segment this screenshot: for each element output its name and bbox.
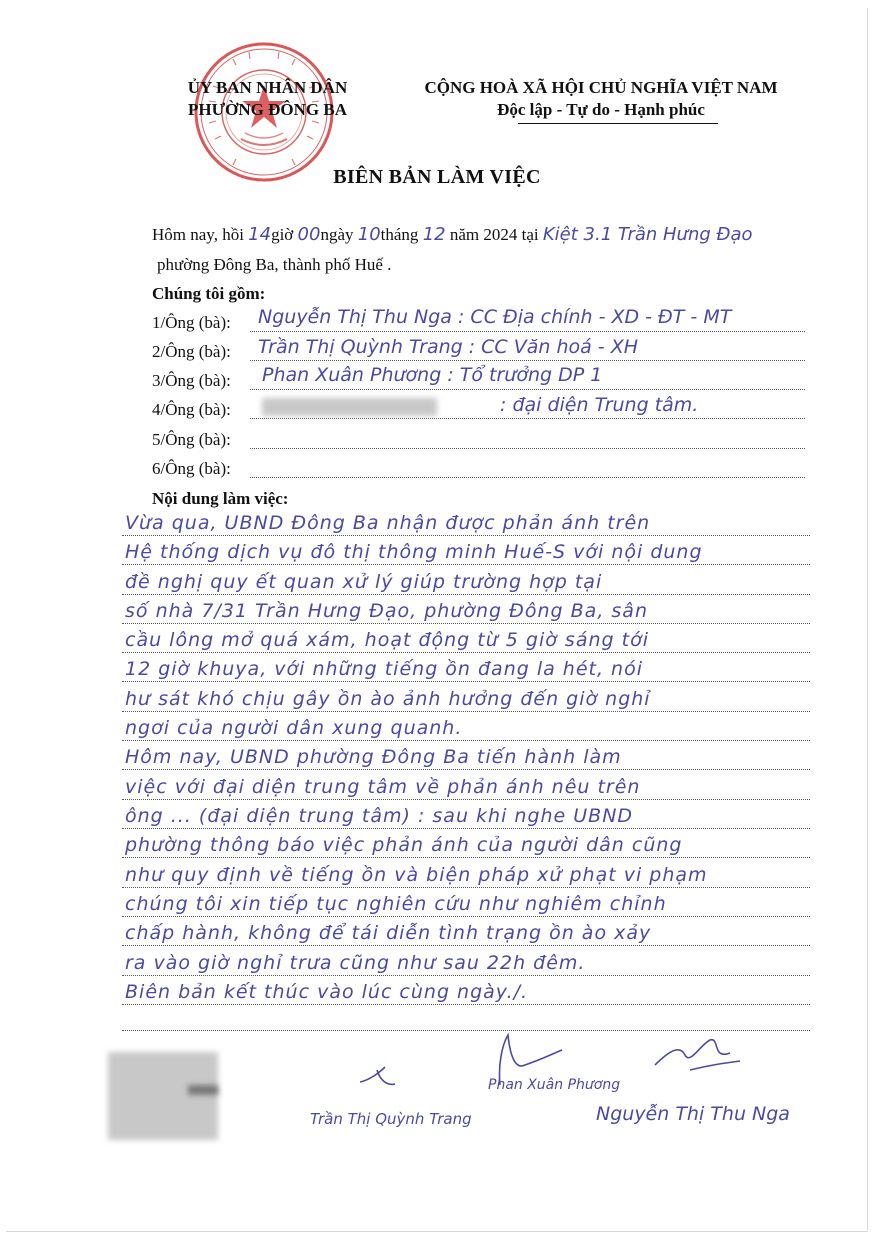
redacted-mark [188,1085,218,1095]
content-rule-4 [122,623,810,624]
content-rule-2 [122,564,810,565]
member-dotline-4 [250,418,805,419]
redacted-name [262,398,437,416]
content-rule-14 [122,916,810,917]
intro-hour-label: giờ [271,225,294,244]
content-rule-13 [122,887,810,888]
member-value-1: Nguyễn Thị Thu Nga : CC Địa chính - XD - ĐT - MT [258,306,732,328]
page-edge-right [867,8,868,1230]
member-value-4: : đại diện Trung tâm. [500,394,699,416]
intro-day: 10 [357,224,381,245]
content-line-5: cầu lông mở quá xám, hoạt động từ 5 giờ sáng tới [125,629,649,651]
content-rule-17 [122,1004,810,1005]
intro-year: năm 2024 tại [449,225,539,244]
member-label-4: 4/Ông (bà): [152,400,231,419]
content-rule-9 [122,769,810,770]
content-rule-16 [122,975,810,976]
content-line-15: chấp hành, không để tái diễn tình trạng ồn ào xảy [125,922,652,944]
intro-hour: 14 [248,224,272,245]
content-rule-5 [122,652,810,653]
content-line-10: việc với đại diện trung tâm về phản ánh nêu trên [125,776,641,798]
member-value-3: Phan Xuân Phương : Tổ trưởng DP 1 [262,364,603,386]
nation-motto: Độc lập - Tự do - Hạnh phúc [497,100,705,119]
content-line-14: chúng tôi xin tiếp tục nghiên cứu như nghiêm chỉnh [125,893,667,915]
content-rule-1 [122,535,810,536]
org-name-line2: PHƯỜNG ĐÔNG BA [188,100,347,119]
nation-title: CỘNG HOÀ XÃ HỘI CHỦ NGHĨA VIỆT NAM [424,78,778,97]
member-dotline-2 [250,360,805,361]
content-rule-10 [122,799,810,800]
content-rule-3 [122,594,810,595]
redacted-signature [108,1052,218,1140]
page-edge-bottom [6,1231,868,1232]
content-rule-11 [122,828,810,829]
document-title: BIÊN BẢN LÀM VIỆC [333,166,541,188]
org-name-line1: ỦY BAN NHÂN DÂN [187,78,348,97]
member-label-3: 3/Ông (bà): [152,371,231,390]
content-line-6: 12 giờ khuya, với những tiếng ồn đang la hét, nói [125,658,644,680]
content-line-11: ông ... (đại diện trung tâm) : sau khi nghe UBND [125,805,634,827]
signature-mark [355,1062,405,1092]
content-line-7: hư sát khó chịu gây ồn ào ảnh hưởng đến giờ nghỉ [125,688,651,710]
content-line-9: Hôm nay, UBND phường Đông Ba tiến hành làm [125,746,622,768]
intro-line-2: phường Đông Ba, thành phố Huế . [157,255,392,274]
intro-month-label: tháng [380,225,419,244]
member-dotline-6 [250,477,805,478]
intro-line [152,224,753,245]
intro-minute: 00 [297,224,321,245]
motto-underline [518,123,718,124]
content-rule-8 [122,740,810,741]
content-line-12: phường thông báo việc phản ánh của người dân cũng [125,834,683,856]
member-label-1: 1/Ông (bà): [152,313,231,332]
intro-prefix: Hôm nay, hồi [152,225,244,244]
intro-month: 12 [422,224,446,245]
member-dotline-5 [250,448,805,449]
content-line-1: Vừa qua, UBND Đông Ba nhận được phản ánh trên [125,512,651,534]
content-line-13: như quy định về tiếng ồn và biện pháp xử phạt vi phạm [125,864,708,886]
content-line-17: Biên bản kết thúc vào lúc cùng ngày./. [125,981,529,1003]
member-label-5: 5/Ông (bà): [152,430,231,449]
content-line-3: đề nghị quy ết quan xử lý giúp trường hợp tại [125,571,603,593]
content-line-8: ngơi của người dân xung quanh. [125,717,463,739]
member-label-6: 6/Ông (bà): [152,459,231,478]
content-rule-15 [122,945,810,946]
content-rule-6 [122,681,810,682]
intro-place: Kiệt 3.1 Trần Hưng Đạo [542,224,753,245]
intro-day-label: ngày [320,225,354,244]
content-line-2: Hệ thống dịch vụ đô thị thông minh Huế-S với nội dung [125,541,703,563]
content-line-16: ra vào giờ nghỉ trưa cũng như sau 22h đêm. [125,952,586,974]
content-rule-7 [122,711,810,712]
members-heading: Chúng tôi gồm: [152,284,266,303]
member-label-2: 2/Ông (bà): [152,342,231,361]
content-heading: Nội dung làm việc: [152,489,289,508]
content-rule-12 [122,857,810,858]
signature-name-1: Trần Thị Quỳnh Trang [310,1110,472,1128]
signature-name-2: Phan Xuân Phương [488,1077,621,1093]
content-line-4: số nhà 7/31 Trần Hưng Đạo, phường Đông Ba, sân [125,600,648,622]
member-dotline-3 [250,389,805,390]
member-dotline-1 [250,331,805,332]
signature-name-3: Nguyễn Thị Thu Nga [596,1103,790,1125]
member-value-2: Trần Thị Quỳnh Trang : CC Văn hoá - XH [258,336,639,358]
